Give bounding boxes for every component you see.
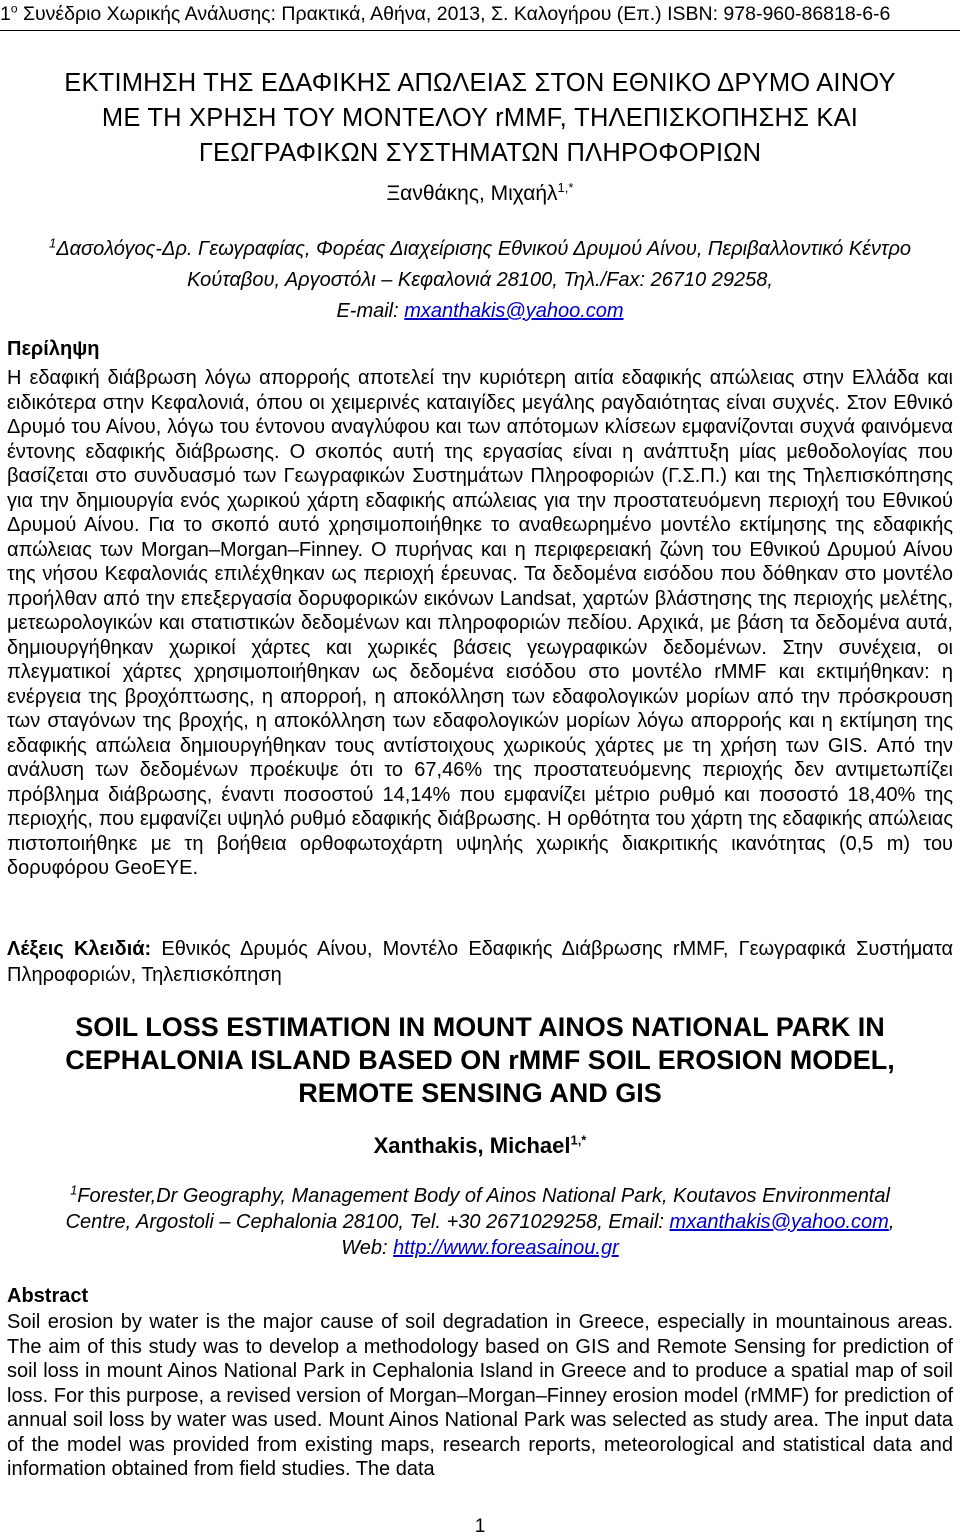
greek-affil-line2: Κούταβου, Αργοστόλι – Κεφαλονιά 28100, Τηλ./Fax: 26710 29258, [187,269,773,291]
english-email-link[interactable]: mxanthakis@yahoo.com [669,1211,889,1233]
header-rule [0,30,960,31]
greek-abstract-text: Η εδαφική διάβρωση λόγω απορροής αποτελεί την κυριότερη αιτία εδαφικής απώλειας στην Ελλάδα και ειδικότερα στην Κεφαλονιά, όπου οι χειμερινές καταιγίδες μεγάλης ραγδαιότητας είναι συχνές. Στον Εθνικό Δρυμό του Αίνου, λόγω του έντονου αναγλύφου και των απότομων κλίσεων εμφανίζονται συχνά φαινόμενα έντονης εδαφικής διάβρωσης. Ο σκοπός αυτή της εργασίας είναι η ανάπτυξη μίας μεθοδολογίας που βασίζεται στο συνδυασμό των Γεωγραφικών Συστημάτων Πληροφοριών (Γ.Σ.Π.) και της Τηλεπισκόπησης για την δημιουργία ενός χωρικού χάρτη εδαφικής απώλειας για την προστατευόμενη περιοχή του Εθνικού Δρυμού Αίνου. Για το σκοπό αυτό χρησιμοποιήθηκε το αναθεωρημένο μοντέλο εκτίμησης της εδαφικής απώλειας των Morgan–Morgan–Finney. Ο πυρήνας και η περιφερειακή ζώνη του Εθνικού Δρυμού Αίνου της νήσου Κεφαλονιάς επιλέχθηκαν ως περιοχή έρευνας. Τα δεδομένα εισόδου που δόθηκαν στο μοντέλο προήλθαν από την επεξεργασία δορυφορικών εικόνων Landsat, χαρτών βλάστησης της περιοχής μελέτης, μετεωρολογικών και στατιστικών δεδομένων και πληροφοριών πεδίου. Αρχικά, με βάση τα δεδομένα αυτά, δημιουργήθηκαν χωρικοί χάρτες και χωρικές βάσεις γεωγραφικών δεδομένων. Στην συνέχεια, οι πλεγματικοί χάρτες χρησιμοποιήθηκαν ως δεδομένα εισόδου στο μοντέλο rMMF και εκτιμήθηκαν: η ενέργεια της βροχόπτωσης, η απορροή, η αποκόλληση των εδαφολογικών μορίων από την πρόσκρουση των σταγόνων της βροχής, η αποκόλληση των εδαφολογικών μορίων λόγω απορροής και η εκτίμηση της εδαφικής απώλεια δημιουργήθηκαν τους αντίστοιχους χωρικούς χάρτες με τη χρήση των GIS. Από την ανάλυση των δεδομένων προέκυψε ότι το 67,46% της προστατευόμενης περιοχής δεν αντιμετωπίζει πρόβλημα διάβρωσης, έναντι ποσοστού 14,14% που εμφανίζει μέτριο ρυθμό και ποσοστό 18,40% της περιοχής, που εμφανίζει υψηλό ρυθμό εδαφικής διάβρωσης. Η ορθότητα του χάρτη της εδαφικής απώλειας πιστοποιήθηκε με τη βοήθεια ορθοφωτοχάρτη υψηλής χωρικής διακριτικής ικανότητας (0,5 m) του δορυφόρου GeoEYE. [7,367,953,879]
greek-title-line: ΜΕ ΤΗ ΧΡΗΣΗ ΤΟΥ ΜΟΝΤΕΛΟΥ rMMF, ΤΗΛΕΠΙΣΚΟΠΗΣΗΣ ΚΑΙ [101,104,859,132]
english-web-label: Web: [341,1237,394,1259]
greek-email-link[interactable]: mxanthakis@yahoo.com [404,300,624,322]
greek-keywords [7,936,953,988]
english-affil-sup: 1 [70,1182,78,1198]
english-abstract-body [7,1310,953,1482]
english-title-line: SOIL LOSS ESTIMATION IN MOUNT AINOS NATIONAL PARK IN [75,1012,885,1042]
english-title [0,1011,960,1110]
page-number: 1 [474,1516,486,1537]
english-web-link[interactable]: http://www.foreasainou.gr [393,1237,619,1259]
conference-header [0,2,960,26]
greek-abstract-body [7,366,953,881]
english-author-name: Xanthakis, Michael [373,1133,571,1158]
keywords-label: Λέξεις Κλειδιά: [7,938,152,960]
greek-author-sup: 1,* [557,180,574,195]
english-author [0,1132,960,1160]
header-number: 1 [0,3,11,25]
greek-affiliation [0,234,960,327]
english-affil-line2: Centre, Argostoli – Cephalonia 28100, Tel. +30 2671029258, Email: [65,1211,670,1233]
header-text: Συνέδριο Χωρικής Ανάλυσης: Πρακτικά, Αθήνα, 2013, Σ. Καλογήρου (Επ.) ISBN: 978-960-86818-6-6 [17,3,891,25]
english-affiliation [0,1183,960,1261]
greek-affil-line1: Δασολόγος-Δρ. Γεωγραφίας, Φορέας Διαχείρισης Εθνικού Δρυμού Αίνου, Περιβαλλοντικό Κέντρο [56,238,912,260]
english-abstract-text: Soil erosion by water is the major cause of soil degradation in Greece, especially in mountainous areas. The aim of this study was to develop a methodology based on GIS and Remote Sensing for prediction of soil loss in mount Ainos National Park in Cephalonia Island in Greece and to produce a spatial map of soil loss. For this purpose, a revised version of Morgan–Morgan–Finney erosion model (rMMF) for prediction of annual soil loss by water was used. Mount Ainos National Park was selected as study area. The input data of the model was provided from existing maps, research reports, meteorological and statistical data and information obtained from field studies. The data [7,1311,953,1480]
keywords-text: Εθνικός Δρυμός Αίνου, Μοντέλο Εδαφικής Διάβρωσης rMMF, Γεωγραφικά Συστήματα Πληροφοριών, Τηλεπισκόπηση [7,938,954,986]
greek-email-label: E-mail: [336,300,405,322]
greek-author-name: Ξανθάκης, Μιχαήλ [386,182,558,205]
greek-title-line: ΓΕΩΓΡΑΦΙΚΩΝ ΣΥΣΤΗΜΑΤΩΝ ΠΛΗΡΟΦΟΡΙΩΝ [198,139,762,167]
greek-title-line: ΕΚΤΙΜΗΣΗ ΤΗΣ ΕΔΑΦΙΚΗΣ ΑΠΩΛΕΙΑΣ ΣΤΟΝ ΕΘΝΙΚΟ ΔΡΥΜΟ ΑΙΝΟΥ [64,69,896,97]
english-title-line: REMOTE SENSING AND GIS [298,1078,662,1108]
english-author-sup: 1,* [570,1132,587,1148]
english-title-line: CEPHALONIA ISLAND BASED ON rMMF SOIL EROSION MODEL, [65,1045,895,1075]
english-affil-line1: Forester,Dr Geography, Management Body of Ainos National Park, Koutavos Environmental [77,1185,890,1207]
english-abstract-heading: Abstract [7,1285,89,1307]
greek-author [0,180,960,208]
english-affil-comma: , [888,1211,895,1233]
greek-title [0,66,960,171]
greek-affil-sup: 1 [48,235,57,251]
greek-abstract-heading: Περίληψη [7,338,100,360]
header-ordinal-sup: ο [10,1,18,16]
